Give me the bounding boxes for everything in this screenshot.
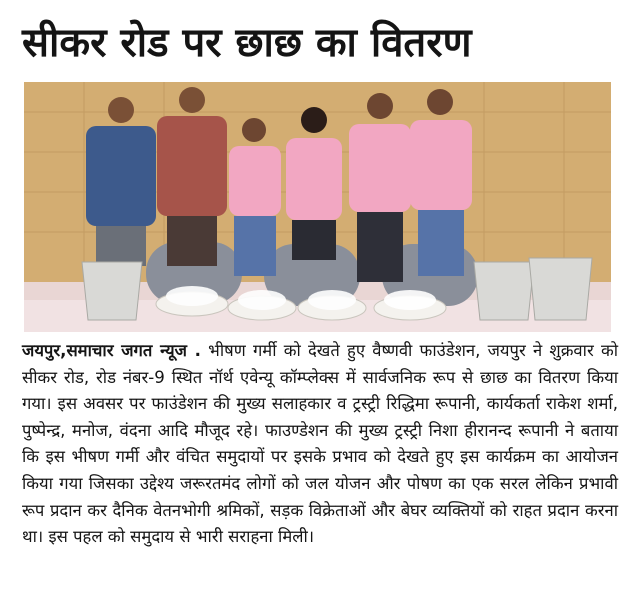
- article-text: भीषण गर्मी को देखते हुए वैष्णवी फाउंडेशन, जयपुर ने शुक्रवार को सीकर रोड, रोड नंबर-9 स्थित नॉर्थ एवेन्यू कॉम्प्लेक्स में सार्वजनिक रूप से छाछ का वितरण किया गया। इस अवसर पर फाउंडेशन की मुख्य सलाहकार व ट्रस्ट्री रिद्धिमा रूपानी, कार्यकर्ता राकेश शर्मा, पुष्पेन्द्र, मनोज, वंदना आदि मौजूद रहे। फाउण्डेशन की मुख्य ट्रस्ट्री निशा हीरानन्द रूपानी ने बताया कि इस भीषण गर्मी और वंचित समुदायों पर इसके प्रभाव को देखते हुए इस कार्यक्रम का आयोजन किया गया जिसका उद्देश्य जरूरतमंद लोगों को जल योजन और पोषण का एक सरल लेकिन प्रभावी रूप प्रदान कर दैनिक वेतनभोगी श्रमिकों, सड़क विक्रेताओं और बेघर व्यक्तियों को राहत प्रदान करना था। इस पहल को समुदाय से भारी सराहना मिली।: [22, 341, 619, 547]
- news-photo: [24, 82, 611, 332]
- headline: सीकर रोड पर छाछ का वितरण: [22, 20, 472, 66]
- dateline: जयपुर,समाचार जगत न्यूज .: [22, 341, 201, 360]
- article-body: [22, 338, 618, 551]
